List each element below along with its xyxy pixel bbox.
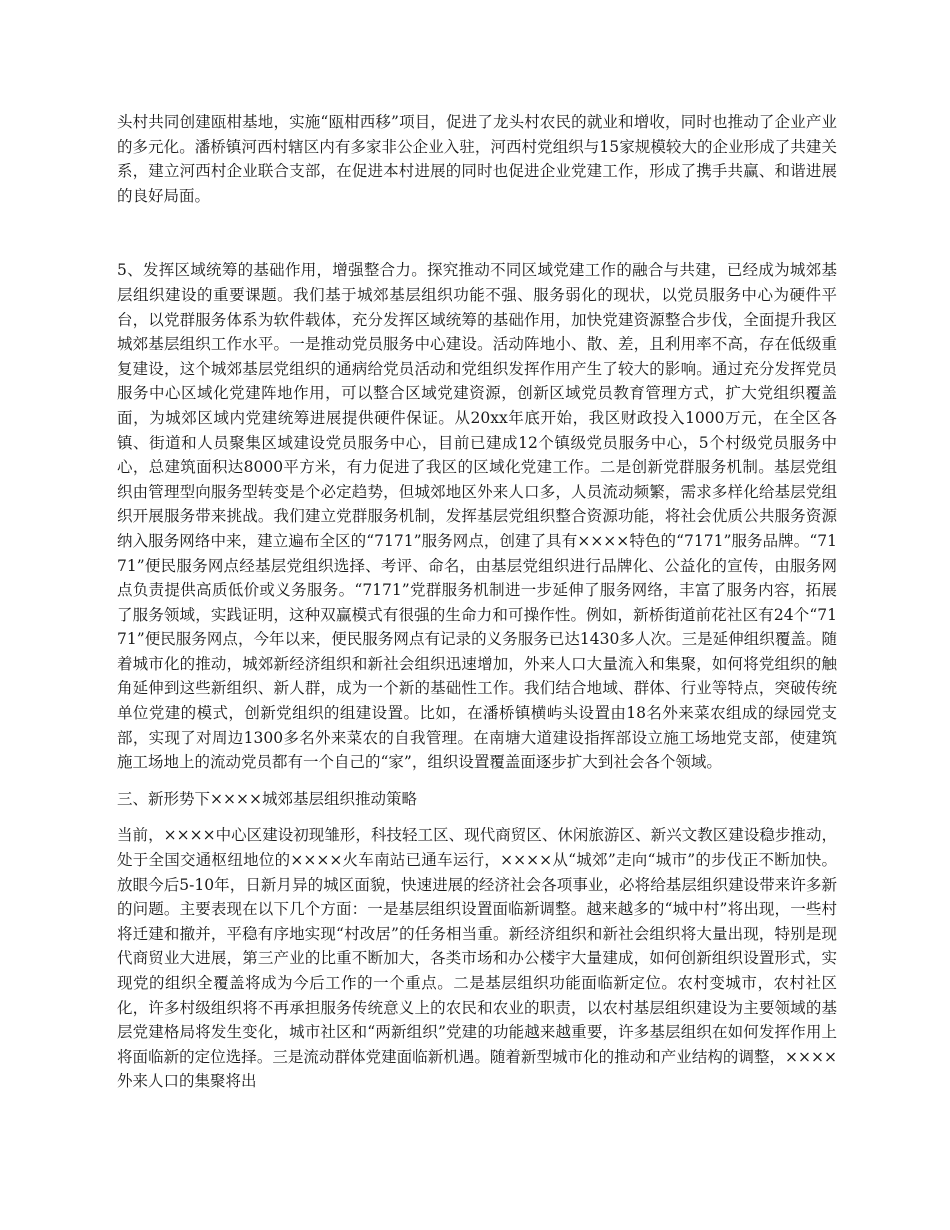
- section-heading: 三、新形势下××××城郊基层组织推动策略: [117, 789, 417, 808]
- paragraph-intro: 头村共同创建瓯柑基地，实施“瓯柑西移”项目，促进了龙头村农民的就业和增收，同时也推动了企业产业的多元化。潘桥镇河西村辖区内有多家非公企业入驻，河西村党组织与15家规模较大的企业形成了共建关系，建立河西村企业联合支部，在促进本村进展的同时也促进企业党建工作，形成了携手共赢、和谐进展的良好局面。: [117, 113, 837, 205]
- paragraph-regional-coordination: 5、发挥区域统筹的基础作用，增强整合力。探究推动不同区域党建工作的融合与共建，已经成为城郊基层组织建设的重要课题。我们基于城郊基层组织功能不强、服务弱化的现状，以党员服务中心为硬件平台，以党群服务体系为软件载体，充分发挥区域统筹的基础作用，加快党建资源整合步伐，全面提升我区城郊基层组织工作水平。一是推动党员服务中心建设。活动阵地小、散、差，且利用率不高，存在低级重复建设，这个城郊基层党组织的通病给党员活动和党组织发挥作用产生了较大的影响。通过充分发挥党员服务中心区域化党建阵地作用，可以整合区域党建资源，创新区域党员教育管理方式，扩大党组织覆盖面，为城郊区域内党建统筹进展提供硬件保证。从20xx年底开始，我区财政投入1000万元，在全区各镇、街道和人员聚集区域建设党员服务中心，目前已建成12个镇级党员服务中心，5个村级党员服务中心，总建筑面积达8000平方米，有力促进了我区的区域化党建工作。二是创新党群服务机制。基层党组织由管理型向服务型转变是个必定趋势，但城郊地区外来人口多，人员流动频繁，需求多样化给基层党组织开展服务带来挑战。我们建立党群服务机制，发挥基层党组织整合资源功能，将社会优质公共服务资源纳入服务网络中来，建立遍布全区的“7171”服务网点，创建了具有××××特色的“7171”服务品牌。“7171”便民服务网点经基层党组织选择、考评、命名，由基层党组织进行品牌化、公益化的宣传，由服务网点负责提供高质低价或义务服务。“7171”党群服务机制进一步延伸了服务网络，丰富了服务内容，拓展了服务领域，实践证明，这种双赢模式有很强的生命力和可操作性。例如，新桥街道前花社区有24个“7171”便民服务网点，今年以来，便民服务网点有记录的义务服务已达1430多人次。三是延伸组织覆盖。随着城市化的推动，城郊新经济组织和新社会组织迅速增加，外来人口大量流入和集聚，如何将党组织的触角延伸到这些新组织、新人群，成为一个新的基础性工作。我们结合地域、群体、行业等特点，突破传统单位党建的模式，创新党组织的组建设置。比如，在潘桥镇横屿头设置由18名外来菜农组成的绿园党支部，实现了对周边1300多名外来菜农的自我管理。在南塘大道建设指挥部设立施工场地党支部，使建筑施工场地上的流动党员都有一个自己的“家”，组织设置覆盖面逐步扩大到社会各个领域。: [117, 261, 837, 772]
- document-page: [117, 110, 837, 1094]
- paragraph-current-situation: 当前，××××中心区建设初现雏形，科技轻工区、现代商贸区、休闲旅游区、新兴文教区建设稳步推动，处于全国交通枢纽地位的××××火车南站已通车运行，××××从“城郊”走向“城市”的步伐正不断加快。放眼今后5-10年，日新月异的城区面貌，快速进展的经济社会各项事业，必将给基层组织建设带来许多新的问题。主要表现在以下几个方面：一是基层组织设置面临新调整。越来越多的“城中村”将出现，一些村将迁建和撤并，平稳有序地实现“村改居”的任务相当重。新经济组织和新社会组织将大量出现，特别是现代商贸业大进展，第三产业的比重不断加大，各类市场和办公楼宇大量建成，如何创新组织设置形式，实现党的组织全覆盖将成为今后工作的一个重点。二是基层组织功能面临新定位。农村变城市，农村社区化，许多村级组织将不再承担服务传统意义上的农民和农业的职责，以农村基层组织建设为主要领域的基层党建格局将发生变化，城市社区和“两新组织”党建的功能越来越重要，许多基层组织在如何发挥作用上将面临新的定位选择。三是流动群体党建面临新机遇。随着新型城市化的推动和产业结构的调整，××××外来人口的集聚将出: [117, 826, 837, 1091]
